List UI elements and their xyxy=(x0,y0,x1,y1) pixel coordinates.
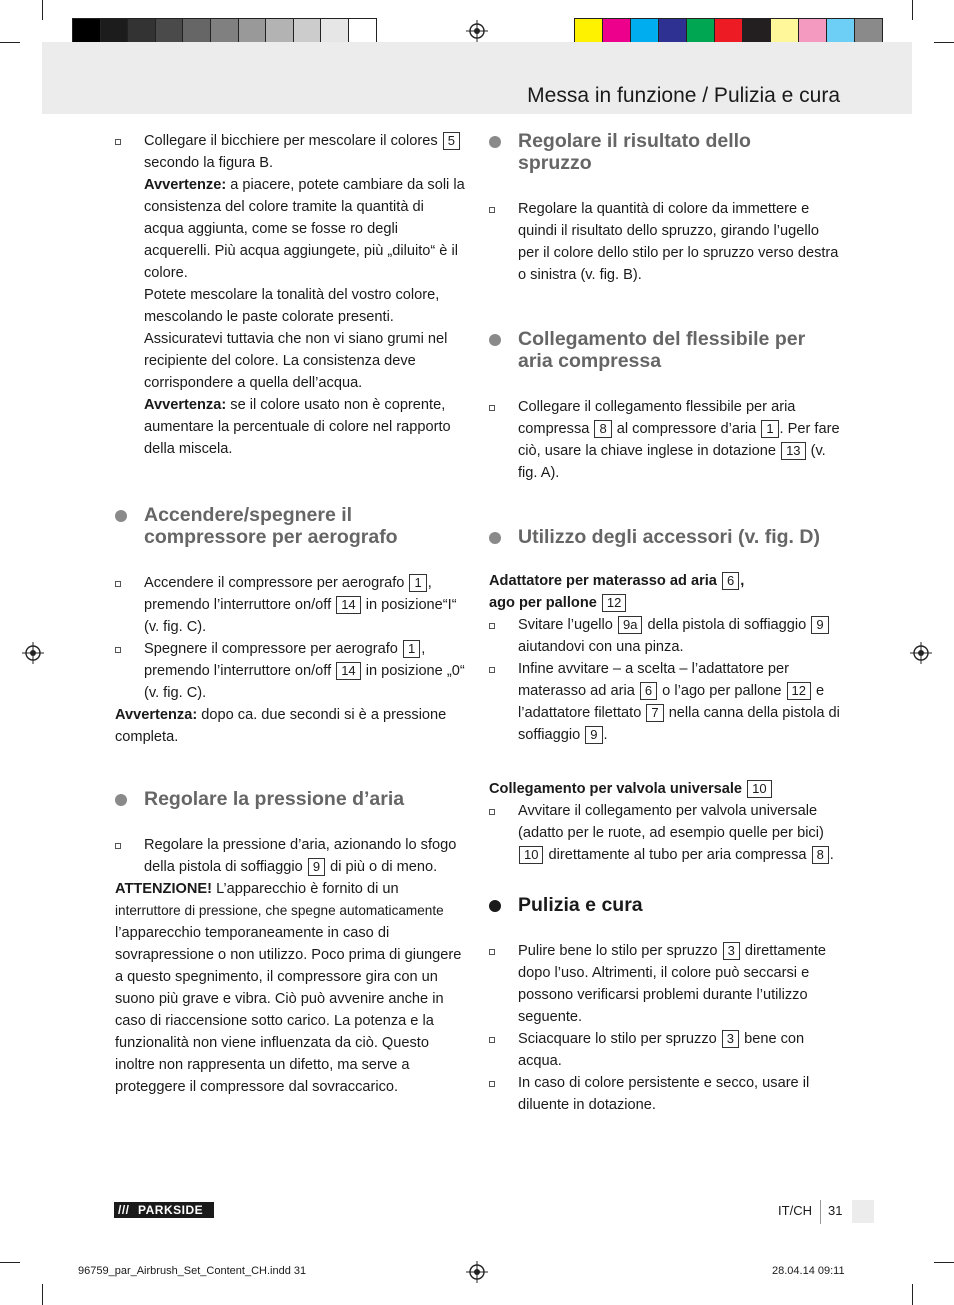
note: Avvertenza: dopo ca. due secondi si è a pressione completa. xyxy=(115,707,447,745)
section-heading: Pulizia e cura xyxy=(489,894,841,916)
heading-bullet-icon xyxy=(489,900,501,912)
section-heading: Utilizzo degli accessori (v. fig. D) xyxy=(489,526,841,548)
list-item: Avvitare il collegamento per valvola universale (adatto per le ruote, ad esempio quelle per bici) 10 direttamente al tubo per aria compressa 8 . xyxy=(489,800,841,866)
list-item: In caso di colore persistente e secco, usare il diluente in dotazione. xyxy=(489,1072,841,1116)
part-number: 9 xyxy=(811,616,828,634)
list-item: Svitare l’ugello 9a della pistola di soffiaggio 9 aiutandovi con una pinza. xyxy=(489,614,841,658)
part-number: 12 xyxy=(602,594,626,612)
bullet-square-icon xyxy=(489,405,495,411)
list-item: Infine avvitare – a scelta – l’adattatore per materasso ad aria 6 o l’ago per pallone 12 e l’adattatore filettato 7 nella canna della pistola di soffiaggio 9 . xyxy=(489,658,841,746)
footer-tab xyxy=(852,1200,874,1223)
bullet-square-icon xyxy=(489,1081,495,1087)
part-number: 6 xyxy=(722,572,739,590)
brand-logo: /// PARKSIDE xyxy=(114,1202,214,1218)
warning-label: Avvertenza: xyxy=(144,397,227,413)
crop-mark xyxy=(912,1284,913,1305)
list-item: Pulire bene lo stilo per spruzzo 3 direttamente dopo l’uso. Altrimenti, il colore può seccarsi e possono verificarsi problemi durante l’utilizzo seguente. xyxy=(489,940,841,1028)
part-number: 13 xyxy=(781,442,805,460)
heading-bullet-icon xyxy=(489,334,501,346)
crop-mark xyxy=(42,1284,43,1305)
part-number: 3 xyxy=(723,942,740,960)
part-number: 1 xyxy=(761,420,778,438)
registration-mark-icon xyxy=(466,20,488,42)
bullet-square-icon xyxy=(115,843,121,849)
part-number: 1 xyxy=(403,640,420,658)
bullet-square-icon xyxy=(489,207,495,213)
brand-stripes-icon: /// xyxy=(118,1203,130,1217)
heading-bullet-icon xyxy=(489,532,501,544)
section-heading: Collegamento del flessibile per aria compressa xyxy=(489,328,841,372)
part-number: 3 xyxy=(722,1030,739,1048)
section-heading: Regolare il risultato dello spruzzo xyxy=(489,130,758,174)
bullet-square-icon xyxy=(489,623,495,629)
language-code: IT/CH xyxy=(778,1203,812,1218)
part-number: 5 xyxy=(443,132,460,150)
section-heading: Accendere/spegnere il compressore per aerografo xyxy=(115,504,467,548)
part-number: 14 xyxy=(336,662,360,680)
left-column xyxy=(115,130,467,1098)
attention-note: ATTENZIONE! L’apparecchio è fornito di un interruttore di pressione, che spegne automaticamente l’apparecchio temporaneamente in caso di sovrapressione o non utilizzo. Poco prima di giungere a questo spegnimento, il compressore gira con un suono più grave e vibra. Ciò può avvenire anche in caso di riaccensione sotto carico. La potenza e la funzionalità non viene influenzata da ciò. Questo inoltre non rappresenta un difetto, ma serve a proteggere il compressore dal sovraccarico. xyxy=(115,881,462,1095)
crop-mark xyxy=(934,1262,954,1263)
list-item: Sciacquare lo stilo per spruzzo 3 bene con acqua. xyxy=(489,1028,841,1072)
slug-date: 28.04.14 09:11 xyxy=(772,1265,845,1277)
list-item: Spegnere il compressore per aerografo 1 , premendo l’interruttore on/off 14 in posizione „0“ (v. fig. C). xyxy=(115,638,467,704)
registration-mark-icon xyxy=(22,642,44,664)
part-number: 14 xyxy=(336,596,360,614)
right-column xyxy=(489,130,841,1116)
list-item: Collegare il bicchiere per mescolare il colores 5 secondo la figura B. Avvertenze: a piacere, potete cambiare da soli la consistenza del colore tramite la quantità di acqua aggiunta, come se fosse ro degli acquerelli. Più acqua aggiungete, più „diluito“ è il colore. Potete mescolare la tonalità del vostro colore, mescolando le paste colorate presenti. Assicuratevi tuttavia che non vi siano grumi nel recipiente del colore. La consistenza deve corrispondere a quella dell’acqua. Avvertenza: se il colore usato non è coprente, aumentare la percentuale di colore nel rapporto della miscela. xyxy=(115,130,467,460)
section-heading: Regolare la pressione d’aria xyxy=(115,788,467,810)
subheading: Adattatore per materasso ad aria 6 , ago per pallone 12 xyxy=(489,573,745,611)
crop-mark xyxy=(42,0,43,20)
part-number: 1 xyxy=(409,574,426,592)
part-number: 12 xyxy=(787,682,811,700)
list-item: Accendere il compressore per aerografo 1 , premendo l’interruttore on/off 14 in posizione“I“ (v. fig. C). xyxy=(115,572,467,638)
warning-label: Avvertenze: xyxy=(144,177,227,193)
part-number: 7 xyxy=(646,704,663,722)
registration-mark-icon xyxy=(910,642,932,664)
list-item: Regolare la pressione d’aria, azionando lo sfogo della pistola di soffiaggio 9 di più o di meno. xyxy=(115,834,467,878)
bullet-square-icon xyxy=(115,647,121,653)
crop-mark xyxy=(912,0,913,20)
list-item: Regolare la quantità di colore da immettere e quindi il risultato dello spruzzo, girando l’ugello per il colore dello stilo per lo spruzzo verso destra o sinistra (v. fig. B). xyxy=(489,198,841,286)
part-number: 9 xyxy=(308,858,325,876)
page-number: 31 xyxy=(828,1203,843,1218)
bullet-square-icon xyxy=(115,581,121,587)
crop-mark xyxy=(0,42,20,43)
page-title: Messa in funzione / Pulizia e cura xyxy=(527,84,840,107)
part-number: 6 xyxy=(640,682,657,700)
registration-mark-icon xyxy=(466,1261,488,1283)
part-number: 9a xyxy=(618,616,642,634)
bullet-square-icon xyxy=(489,667,495,673)
bullet-square-icon xyxy=(115,139,121,145)
crop-mark xyxy=(934,42,954,43)
heading-bullet-icon xyxy=(115,794,127,806)
bullet-square-icon xyxy=(489,1037,495,1043)
bullet-square-icon xyxy=(489,949,495,955)
list-item: Collegare il collegamento flessibile per aria compressa 8 al compressore d’aria 1 . Per fare ciò, usare la chiave inglese in dotazione 13 (v. fig. A). xyxy=(489,396,841,484)
part-number: 9 xyxy=(585,726,602,744)
heading-bullet-icon xyxy=(489,136,501,148)
heading-bullet-icon xyxy=(115,510,127,522)
part-number: 10 xyxy=(747,780,771,798)
subheading: Collegamento per valvola universale 10 xyxy=(489,778,841,800)
part-number: 8 xyxy=(812,846,829,864)
part-number: 8 xyxy=(594,420,611,438)
bullet-square-icon xyxy=(489,809,495,815)
part-number: 10 xyxy=(519,846,543,864)
crop-mark xyxy=(0,1262,20,1263)
footer-divider xyxy=(820,1200,821,1224)
slug-filename: 96759_par_Airbrush_Set_Content_CH.indd 31 xyxy=(78,1265,307,1277)
